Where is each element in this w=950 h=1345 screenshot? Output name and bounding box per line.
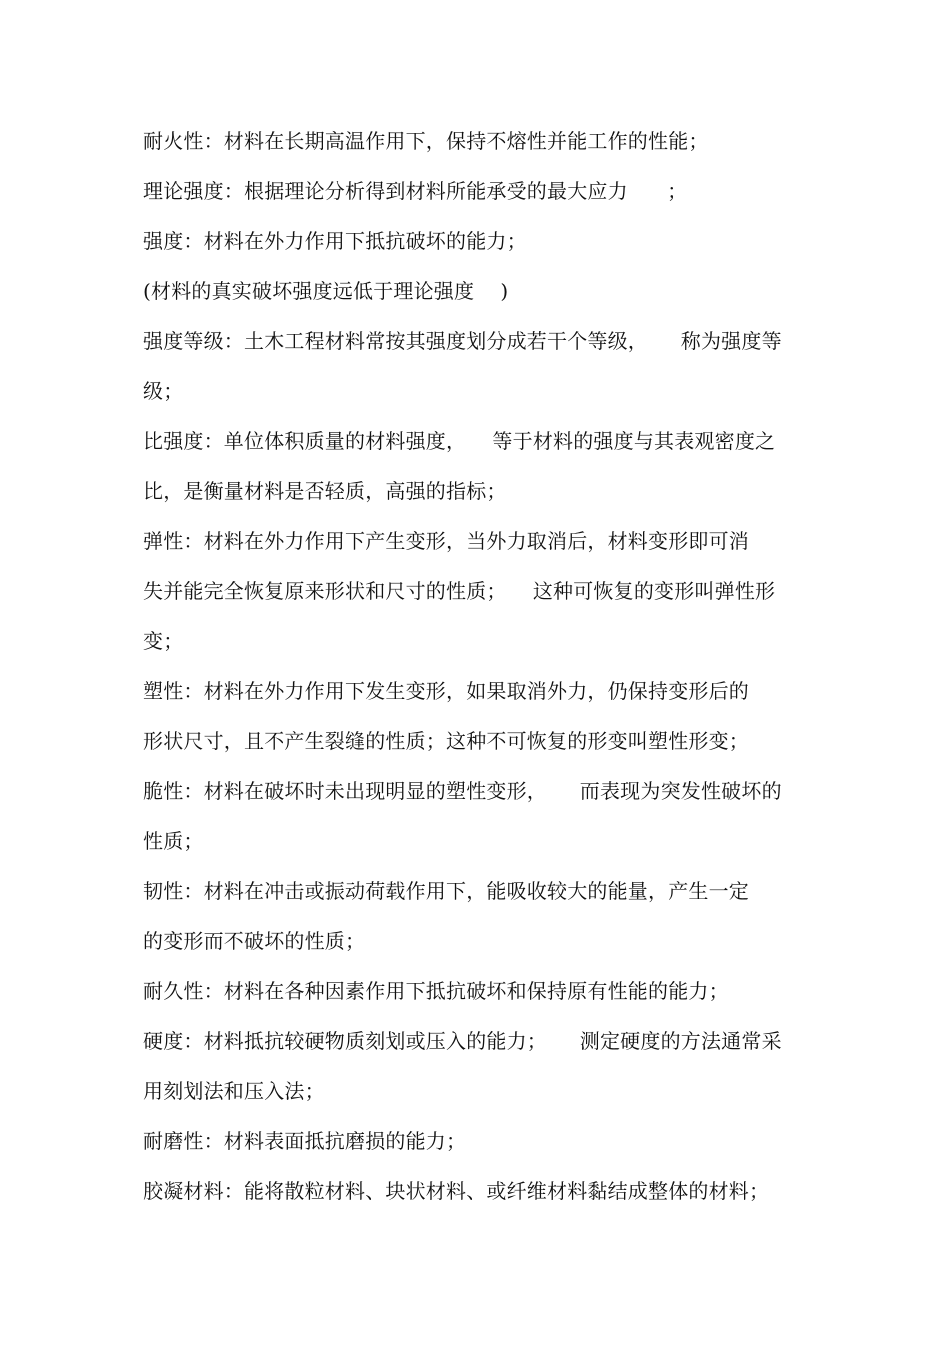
text-line: 强度：材料在外力作用下抵抗破坏的能力； xyxy=(143,229,527,253)
text-line: 比，是衡量材料是否轻质，高强的指标； xyxy=(143,479,507,503)
text-line: 比强度：单位体积质量的材料强度， 等于材料的强度与其表观密度之 xyxy=(143,429,776,453)
text-line: 用刻划法和压入法； xyxy=(143,1079,325,1103)
text-line: 硬度：材料抵抗较硬物质刻划或压入的能力； 测定硬度的方法通常采 xyxy=(143,1029,782,1053)
text-line: 韧性：材料在冲击或振动荷载作用下，能吸收较大的能量，产生一定 xyxy=(143,879,749,903)
text-line: 弹性：材料在外力作用下产生变形，当外力取消后，材料变形即可消 xyxy=(143,529,749,553)
text-line: 强度等级：土木工程材料常按其强度划分成若干个等级， 称为强度等 xyxy=(143,329,782,353)
text-line: 耐久性：材料在各种因素作用下抵抗破坏和保持原有性能的能力； xyxy=(143,979,729,1003)
text-line: 耐火性：材料在长期高温作用下，保持不熔性并能工作的性能； xyxy=(143,129,709,153)
text-line: 胶凝材料：能将散粒材料、块状材料、或纤维材料黏结成整体的材料； xyxy=(143,1179,770,1203)
text-line: 的变形而不破坏的性质； xyxy=(143,929,366,953)
text-line: 失并能完全恢复原来形状和尺寸的性质； 这种可恢复的变形叫弹性形 xyxy=(143,579,776,603)
text-line: 耐磨性：材料表面抵抗磨损的能力； xyxy=(143,1129,467,1153)
text-line: 性质； xyxy=(143,829,204,853)
text-line: 塑性：材料在外力作用下发生变形，如果取消外力，仍保持变形后的 xyxy=(143,679,749,703)
text-line: 级； xyxy=(143,379,184,403)
text-line: (材料的真实破坏强度远低于理论强度 ) xyxy=(143,279,509,303)
text-line: 理论强度：根据理论分析得到材料所能承受的最大应力 ； xyxy=(143,179,688,203)
text-line: 变； xyxy=(143,629,184,653)
text-line: 形状尺寸，且不产生裂缝的性质；这种不可恢复的形变叫塑性形变； xyxy=(143,729,749,753)
text-line: 脆性：材料在破坏时未出现明显的塑性变形， 而表现为突发性破坏的 xyxy=(143,779,782,803)
